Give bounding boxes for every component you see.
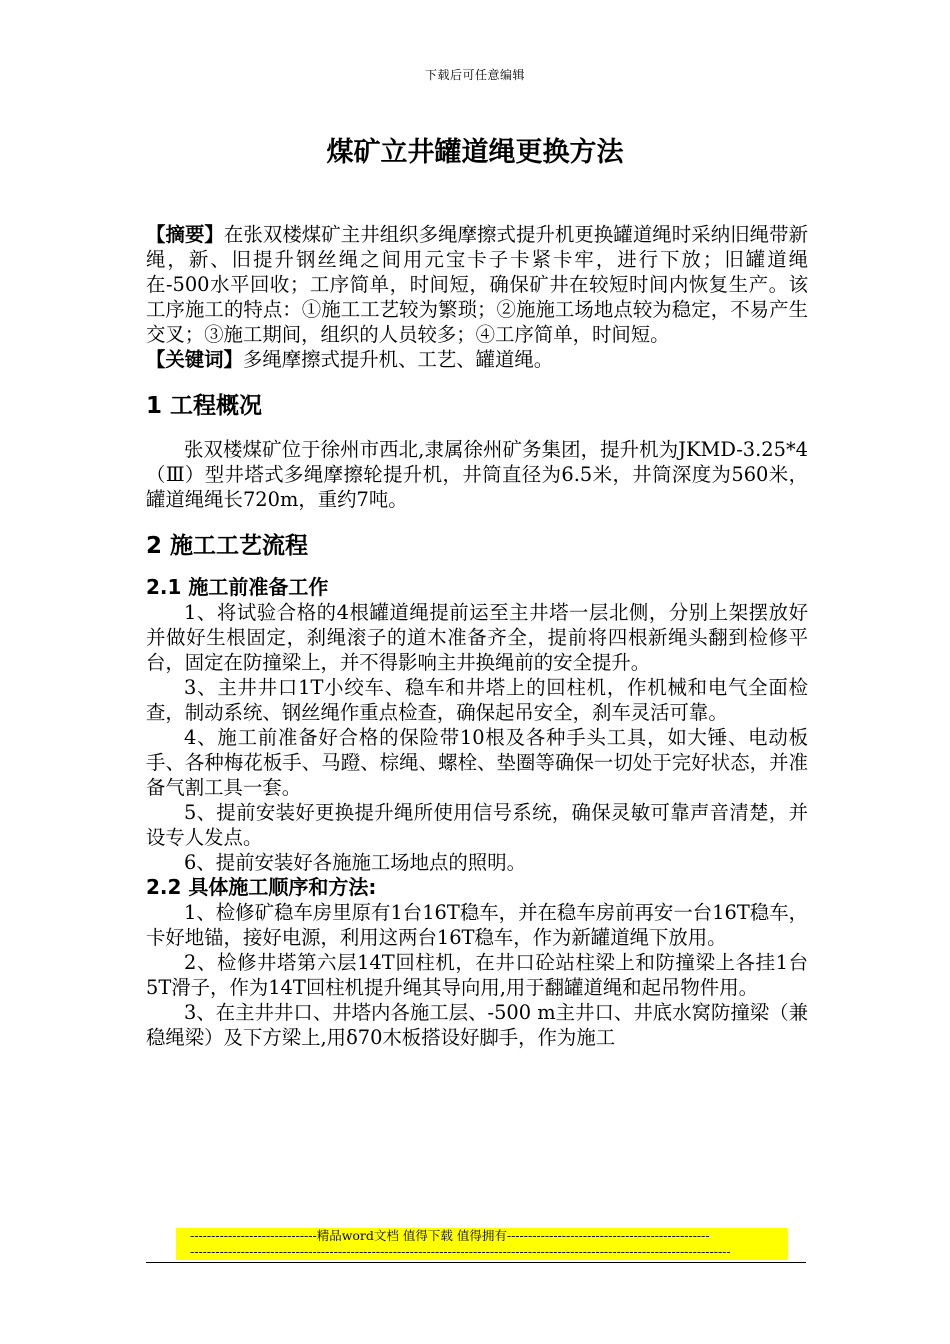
section-1-paragraph: 张双楼煤矿位于徐州市西北,隶属徐州矿务集团，提升机为JKMD-3.25*4（Ⅲ）型井塔式多绳摩擦轮提升机，井筒直径为6.5米，井筒深度为560米，罐道绳绳长720m，重约7吨。	[146, 438, 808, 511]
list-item: 3、主井井口1T小绞车、稳车和井塔上的回柱机，作机械和电气全面检查，制动系统、钢丝绳作重点检查，确保起吊安全，刹车灵活可靠。	[146, 676, 808, 724]
section-1-heading: 1 工程概况	[146, 393, 263, 419]
footer-line-2: --------------------------------------------------------------------------------------------------------------------------------	[190, 1244, 731, 1259]
page-header: 下载后可任意编辑	[424, 68, 525, 82]
list-item: 3、在主井井口、井塔内各施工层、-500 m主井口、井底水窝防撞梁（兼稳绳梁）及下方梁上,用δ70木板搭设好脚手，作为施工	[146, 1001, 808, 1049]
keywords-paragraph	[146, 347, 808, 372]
footer-banner	[176, 1228, 788, 1260]
list-item: 5、提前安装好更换提升绳所使用信号系统，确保灵敏可靠声音清楚，并设专人发点。	[146, 801, 808, 849]
footer-divider	[146, 1262, 806, 1263]
abstract-text: 在张双楼煤矿主井组织多绳摩擦式提升机更换罐道绳时采纳旧绳带新绳，新、旧提升钢丝绳之间用元宝卡子卡紧卡牢，进行下放；旧罐道绳在-500水平回收；工序简单，时间短，确保矿井在较短时间内恢复生产。该工序施工的特点：①施工工艺较为繁琐；②施施工场地点较为稳定，不易产生交叉；③施工期间，组织的人员较多；④工序简单，时间短。	[146, 223, 809, 346]
subsection-2-2-heading: 2.2 具体施工顺序和方法:	[146, 875, 377, 899]
list-item: 1、检修矿稳车房里原有1台16T稳车，并在稳车房前再安一台16T稳车，卡好地锚，接好电源，利用这两台16T稳车，作为新罐道绳下放用。	[146, 901, 808, 949]
abstract-paragraph	[146, 222, 808, 347]
section-2-heading: 2 施工工艺流程	[146, 533, 309, 559]
keywords-label: 【关键词】	[146, 348, 243, 371]
keywords-text: 多绳摩擦式提升机、工艺、罐道绳。	[242, 348, 554, 371]
document-title: 煤矿立井罐道绳更换方法	[326, 137, 624, 168]
list-item: 4、施工前准备好合格的保险带10根及各种手头工具，如大锤、电动板手、各种梅花板手、马蹬、棕绳、螺栓、垫圈等确保一切处于完好状态，并准备气割工具一套。	[146, 726, 808, 799]
list-item: 6、提前安装好各施施工场地点的照明。	[184, 851, 526, 874]
document-body	[146, 222, 808, 1050]
list-item: 2、检修井塔第六层14T回柱机，在井口砼站柱梁上和防撞梁上各挂1台5T滑子，作为14T回柱机提升绳其导向用,用于翻罐道绳和起吊物件用。	[146, 951, 808, 999]
footer-line-1: ------------------------------精品word文档 值得下载 值得拥有------------------------------------------------	[190, 1228, 710, 1243]
list-item: 1、将试验合格的4根罐道绳提前运至主井塔一层北侧，分别上架摆放好并做好生根固定，刹绳滚子的道木准备齐全，提前将四根新绳头翻到检修平台，固定在防撞梁上，并不得影响主井换绳前的安全提升。	[146, 601, 808, 674]
subsection-2-1-heading: 2.1 施工前准备工作	[146, 575, 329, 599]
abstract-label: 【摘要】	[146, 223, 224, 246]
